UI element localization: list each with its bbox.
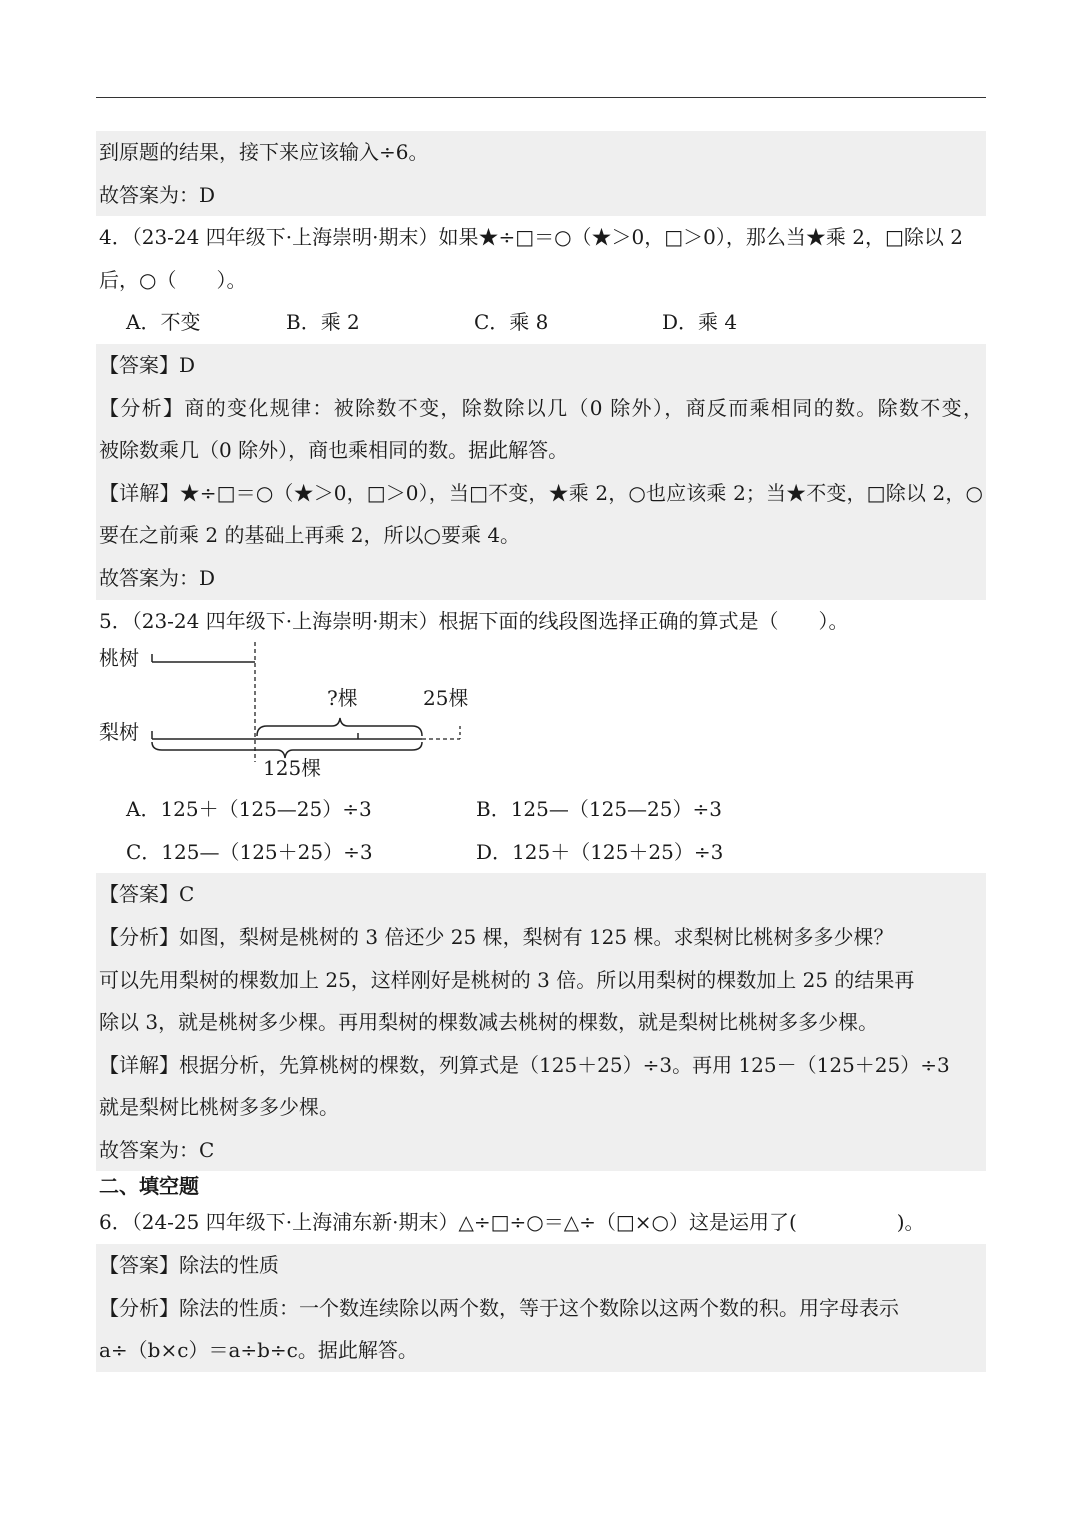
q4-option-a: A．不变 [126,310,201,335]
q6-answer: 【答案】除法的性质 [96,1244,986,1287]
q5-option-c: C．125—（125＋25）÷3 [126,839,373,864]
q5-detail-line1: 【详解】根据分析，先算桃树的棵数，列算式是（125＋25）÷3。再用 125－（125＋25）÷3 [96,1044,986,1087]
q5-answer: 【答案】C [96,873,986,916]
q4-stem-line2: 后，○（ ）。 [99,267,247,292]
q4-stem-line1: 4．（23-24 四年级下·上海崇明·期末）如果★÷□＝○（★＞0，□＞0），那么当★乘 2，□除以 2 [99,225,963,250]
q5-analysis-line2: 可以先用梨树的棵数加上 25，这样刚好是桃树的 3 倍。所以用梨树的棵数加上 25 的结果再 [96,959,986,1002]
q4-option-b: B．乘 2 [286,310,360,335]
label-question: ?棵 [327,686,358,711]
q4-analysis-line2: 被除数乘几（0 除外），商也乘相同的数。据此解答。 [96,429,986,472]
q6-analysis-line1: 【分析】除法的性质：一个数连续除以两个数，等于这个数除以这两个数的积。用字母表示 [96,1287,986,1330]
label-125: 125棵 [263,756,322,781]
q4-detail-line2: 要在之前乘 2 的基础上再乘 2，所以○要乘 4。 [96,514,986,557]
section-title: 二、填空题 [99,1174,199,1199]
q5-analysis-line3: 除以 3，就是桃树多少棵。再用梨树的棵数减去桃树的棵数，就是梨树比桃树多多少棵。 [96,1001,986,1044]
q6-analysis-line2: a÷（b×c）＝a÷b÷c。据此解答。 [96,1329,986,1372]
q5-detail-line2: 就是梨树比桃树多多少棵。 [96,1086,986,1129]
q4-analysis-line1: 【分析】商的变化规律：被除数不变，除数除以几（0 除外），商反而乘相同的数。除数不变， [96,387,986,430]
q5-stem: 5．（23-24 四年级下·上海崇明·期末）根据下面的线段图选择正确的算式是（ ）。 [99,608,849,633]
prev-solution-line: 到原题的结果，接下来应该输入÷6。 [96,131,986,174]
q4-detail-line1: 【详解】★÷□＝○（★＞0，□＞0），当□不变，★乘 2，○也应该乘 2；当★不变，□除以 2，○ [96,472,986,515]
q4-option-c: C．乘 8 [474,310,549,335]
question-brace [257,718,422,736]
q4-conclusion: 故答案为：D [96,557,986,600]
q5-segment-diagram [96,642,986,788]
label-25: 25棵 [423,686,469,711]
q6-stem: 6．（24-25 四年级下·上海浦东新·期末）△÷□÷○＝△÷（□×○）这是运用了( )。 [99,1210,925,1235]
q5-analysis-line1: 【分析】如图，梨树是桃树的 3 倍还少 25 棵，梨树有 125 棵。求梨树比桃树多多少棵？ [96,916,986,959]
label-pear: 梨树 [99,720,139,745]
header-rule [96,97,986,98]
q5-option-b: B．125—（125—25）÷3 [476,797,722,822]
q4-options [96,301,986,344]
page-content [96,131,986,1372]
q4-answer: 【答案】D [96,344,986,387]
prev-conclusion: 故答案为：D [96,174,986,217]
label-peach: 桃树 [99,646,139,671]
q5-options-row1 [96,788,986,831]
q5-option-a: A．125＋（125—25）÷3 [126,797,372,822]
q5-conclusion: 故答案为：C [96,1129,986,1172]
q4-option-d: D．乘 4 [662,310,738,335]
q5-option-d: D．125＋（125＋25）÷3 [476,839,724,864]
q5-options-row2 [96,831,986,874]
